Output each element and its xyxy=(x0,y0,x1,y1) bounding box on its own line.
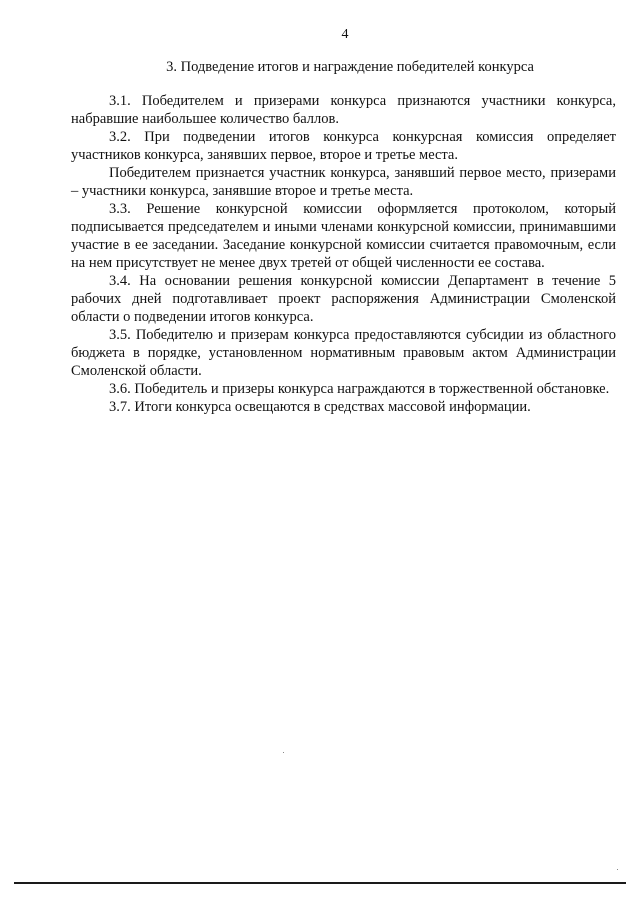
document-body xyxy=(71,92,616,416)
paragraph-3-3: 3.3. Решение конкурсной комиссии оформляется протоколом, который подписывается председателем и иными членами конкурсной комиссии, принимавшими участие в ее заседании. Заседание конкурсной комиссии считается правомочным, если на нем присутствует не менее двух третей от общей численности ее состава. xyxy=(71,201,616,271)
page-number: 4 xyxy=(341,27,349,42)
paragraph-3-5: 3.5. Победителю и призерам конкурса предоставляются субсидии из областного бюджета в порядке, установленном нормативным правовым актом Администрации Смоленской области. xyxy=(71,327,616,379)
scan-edge-line xyxy=(14,882,626,884)
scan-speck xyxy=(617,869,618,870)
scan-speck xyxy=(283,752,284,753)
paragraph-3-7: 3.7. Итоги конкурса освещаются в средствах массовой информации. xyxy=(109,399,531,415)
paragraph-3-6: 3.6. Победитель и призеры конкурса награждаются в торжественной обстановке. xyxy=(109,381,610,397)
paragraph-3-2: 3.2. При подведении итогов конкурса конкурсная комиссия определяет участников конкурса, занявших первое, второе и третье места. xyxy=(71,129,616,163)
section-title: 3. Подведение итогов и награждение победителей конкурса xyxy=(166,59,534,75)
paragraph-winner-definition: Победителем признается участник конкурса, занявший первое место, призерами – участники конкурса, занявшие второе и третье места. xyxy=(71,165,616,199)
paragraph-3-1: 3.1. Победителем и призерами конкурса признаются участники конкурса, набравшие наибольшее количество баллов. xyxy=(71,93,616,127)
paragraph-3-4: 3.4. На основании решения конкурсной комиссии Департамент в течение 5 рабочих дней подготавливает проект распоряжения Администрации Смоленской области о подведении итогов конкурса. xyxy=(71,273,616,325)
